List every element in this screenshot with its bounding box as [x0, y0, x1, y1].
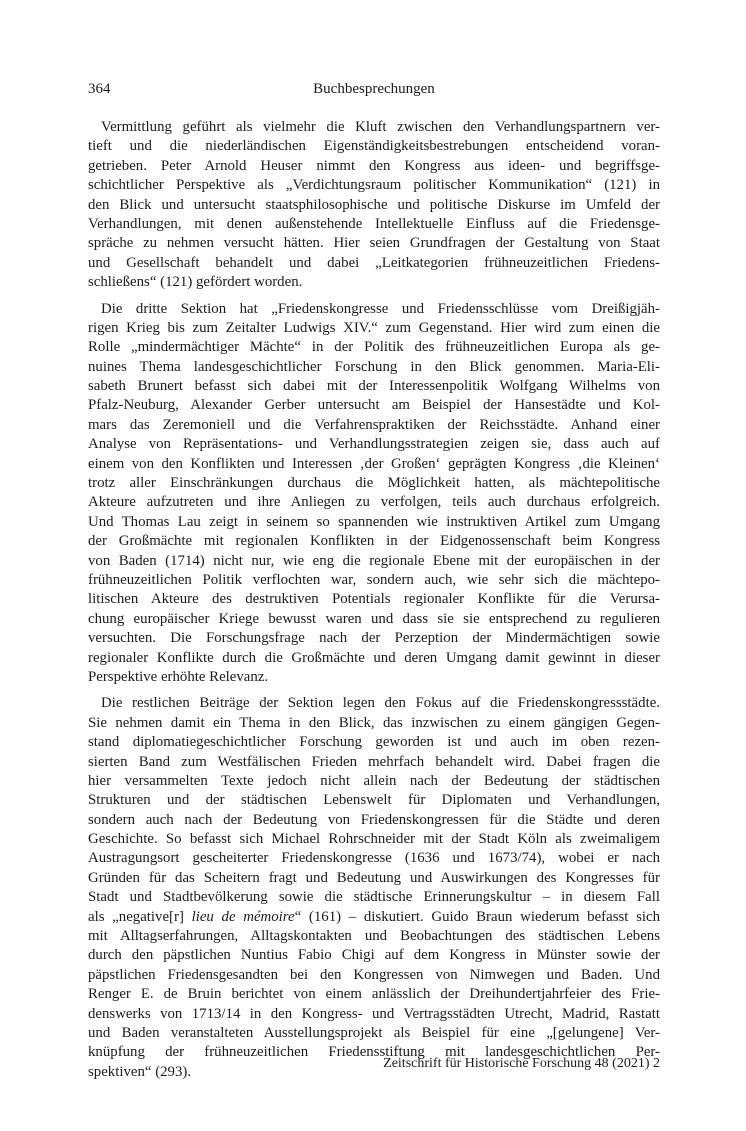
- text-line: als „negative[r] lieu de mémoire“ (161) – diskutiert. Guido Braun wiederum befasst sich: [88, 908, 660, 925]
- text-line: nuines Thema landesgeschichtlicher Forschung in den Blick genommen. Maria-Eli-: [88, 358, 660, 375]
- text-line: sabeth Brunert befasst sich dabei mit der Interessenpolitik Wolfgang Wilhelms von: [88, 378, 660, 395]
- text-line: Sie nehmen damit ein Thema in den Blick, das inzwischen zu einem gängigen Gegen-: [88, 714, 660, 731]
- text-line: sondern auch nach der Bedeutung von Friedenskongressen für die Städte und deren: [88, 811, 660, 828]
- text-line: mars das Zeremoniell und die Verfahrenspraktiken der Reichsstädte. Anhand einer: [88, 416, 660, 433]
- text-line: und Gesellschaft behandelt und dabei „Leitkategorien frühneuzeitlichen Friedens-: [88, 254, 660, 271]
- text-line: schließens“ (121) gefördert worden.: [88, 274, 303, 291]
- paragraph: [88, 300, 660, 688]
- text-line: Strukturen und der städtischen Lebenswelt für Diplomaten und Verhandlungen,: [88, 792, 660, 809]
- text-line: Analyse von Repräsentations- und Verhandlungsstrategien zeigen sie, dass auch auf: [88, 436, 660, 453]
- text-line: regionaler Konflikte durch die Großmächte und deren Umgang damit gewinnt in dieser: [88, 649, 660, 666]
- text-line: der Großmächte mit regionalen Konflikten in der Eidgenossenschaft beim Kongress: [88, 533, 660, 550]
- text-line: frühneuzeitlichen Politik verflochten war, sondern auch, wie sehr sich die mächtepo-: [88, 571, 660, 588]
- text-line: Vermittlung geführt als vielmehr die Kluft zwischen den Verhandlungspartnern ver-: [101, 119, 660, 135]
- text-line: litischen Akteure des destruktiven Potentials regionaler Konflikte für die Verursa-: [88, 591, 660, 608]
- text-line: und Baden veranstalteten Ausstellungsprojekt als Beispiel für eine „[gelungene] Ver-: [88, 1024, 660, 1041]
- page-body: [88, 118, 660, 1089]
- running-head: Buchbesprechungen: [313, 81, 435, 97]
- text-line: hier versammelten Texte jedoch nicht allein nach der Bedeutung der städtischen: [88, 772, 660, 789]
- page-header: [88, 81, 660, 103]
- journal-reference: Zeitschrift für Historische Forschung 48 (2021) 2: [383, 1056, 660, 1071]
- text-line: einem von den Konflikten und Interessen ‚der Großen‘ geprägten Kongress ‚die Kleinen‘: [88, 455, 660, 472]
- text-line: Rolle „mindermächtiger Mächte“ in der Politik des frühneuzeitlichen Europa als ge-: [88, 339, 660, 356]
- text-line: Geschichte. So befasst sich Michael Rohrschneider mit der Stadt Köln als zweimaligem: [88, 831, 660, 848]
- text-line: Die dritte Sektion hat „Friedenskongresse und Friedensschlüsse vom Dreißigjäh-: [101, 300, 660, 317]
- text-line: Renger E. de Bruin berichtet von einem anlässlich der Dreihundertjahrfeier des Frie-: [88, 986, 660, 1003]
- text-line: chung europäischer Kriege bewusst waren und dass sie sie entsprechend zu regulieren: [88, 610, 660, 627]
- text-line: Verhandlungen, mit denen außenstehende Intellektuelle Einfluss auf die Friedensge-: [88, 215, 660, 232]
- paragraph: [88, 694, 660, 1082]
- text-line: mit Alltagserfahrungen, Alltagskontakten und Beobachtungen des städtischen Lebens: [88, 928, 660, 945]
- text-line: päpstlichen Friedensgesandten bei den Kongressen von Nimwegen und Baden. Und: [88, 966, 660, 983]
- text-line: Die restlichen Beiträge der Sektion legen den Fokus auf die Friedenskongressstädte.: [101, 695, 660, 712]
- text-line: knüpfung der frühneuzeitlichen Friedensstiftung mit landesgeschichtlichen Per-: [88, 1044, 660, 1061]
- text-line: durch den päpstlichen Nuntius Fabio Chigi auf dem Kongress in Münster sowie der: [88, 947, 660, 964]
- paragraph: [88, 118, 660, 293]
- text-line: Stadt und Stadtbevölkerung sowie die städtische Erinnerungskultur – in diesem Fall: [88, 889, 660, 906]
- text-line: Pfalz-Neuburg, Alexander Gerber untersucht am Beispiel der Hansestädte und Kol-: [88, 397, 660, 414]
- text-line: den Blick und untersucht staatsphilosophische und politische Diskurse im Umfeld der: [88, 196, 660, 213]
- text-line: Perspektive erhöhte Relevanz.: [88, 668, 269, 685]
- text-line: von Baden (1714) nicht nur, wie eng die regionale Ebene mit der europäischen in der: [88, 552, 660, 569]
- text-line: Akteure aufzutreten und ihre Anliegen zu verfolgen, teils auch durchaus erfolgreich.: [88, 494, 660, 511]
- text-line: sierten Band zum Westfälischen Frieden mehrfach behandelt wird. Dabei fragen die: [88, 753, 660, 770]
- text-line: Und Thomas Lau zeigt in seinem so spannenden wie instruktiven Artikel zum Umgang: [88, 513, 660, 530]
- page-number: 364: [88, 81, 111, 97]
- text-line: spräche zu nehmen versucht hätten. Hier seien Grundfragen der Gestaltung von Staat: [88, 235, 660, 252]
- text-line: spektiven“ (293).: [88, 1063, 192, 1080]
- text-line: trotz aller Einschränkungen durchaus die Möglichkeit hatten, als mächtepolitische: [88, 475, 660, 492]
- text-line: Austragungsort gescheiterter Friedenskongresse (1636 und 1673/74), wobei er nach: [88, 850, 660, 867]
- text-line: Gründen für das Scheitern fragt und Bedeutung und Auswirkungen des Kongresses für: [88, 869, 660, 886]
- text-line: schichtlicher Perspektive als „Verdichtungsraum politischer Kommunikation“ (121) in: [88, 177, 660, 194]
- text-line: rigen Krieg bis zum Zeitalter Ludwigs XIV.“ zum Gegenstand. Hier wird zum einen die: [88, 319, 660, 336]
- text-line: stand diplomatiegeschichtlicher Forschung geworden ist und auch im oben rezen-: [88, 734, 660, 751]
- text-line: versuchten. Die Forschungsfrage nach der Perzeption der Mindermächtigen sowie: [88, 630, 660, 647]
- text-line: getrieben. Peter Arnold Heuser nimmt den Kongress aus ideen- und begriffsge-: [88, 157, 660, 174]
- text-line: denswerks von 1713/14 in den Kongress- und Vertragsstädten Utrecht, Madrid, Rastatt: [88, 1005, 660, 1022]
- text-line: tieft und die niederländischen Eigenständigkeitsbestrebungen entscheidend voran-: [88, 138, 660, 155]
